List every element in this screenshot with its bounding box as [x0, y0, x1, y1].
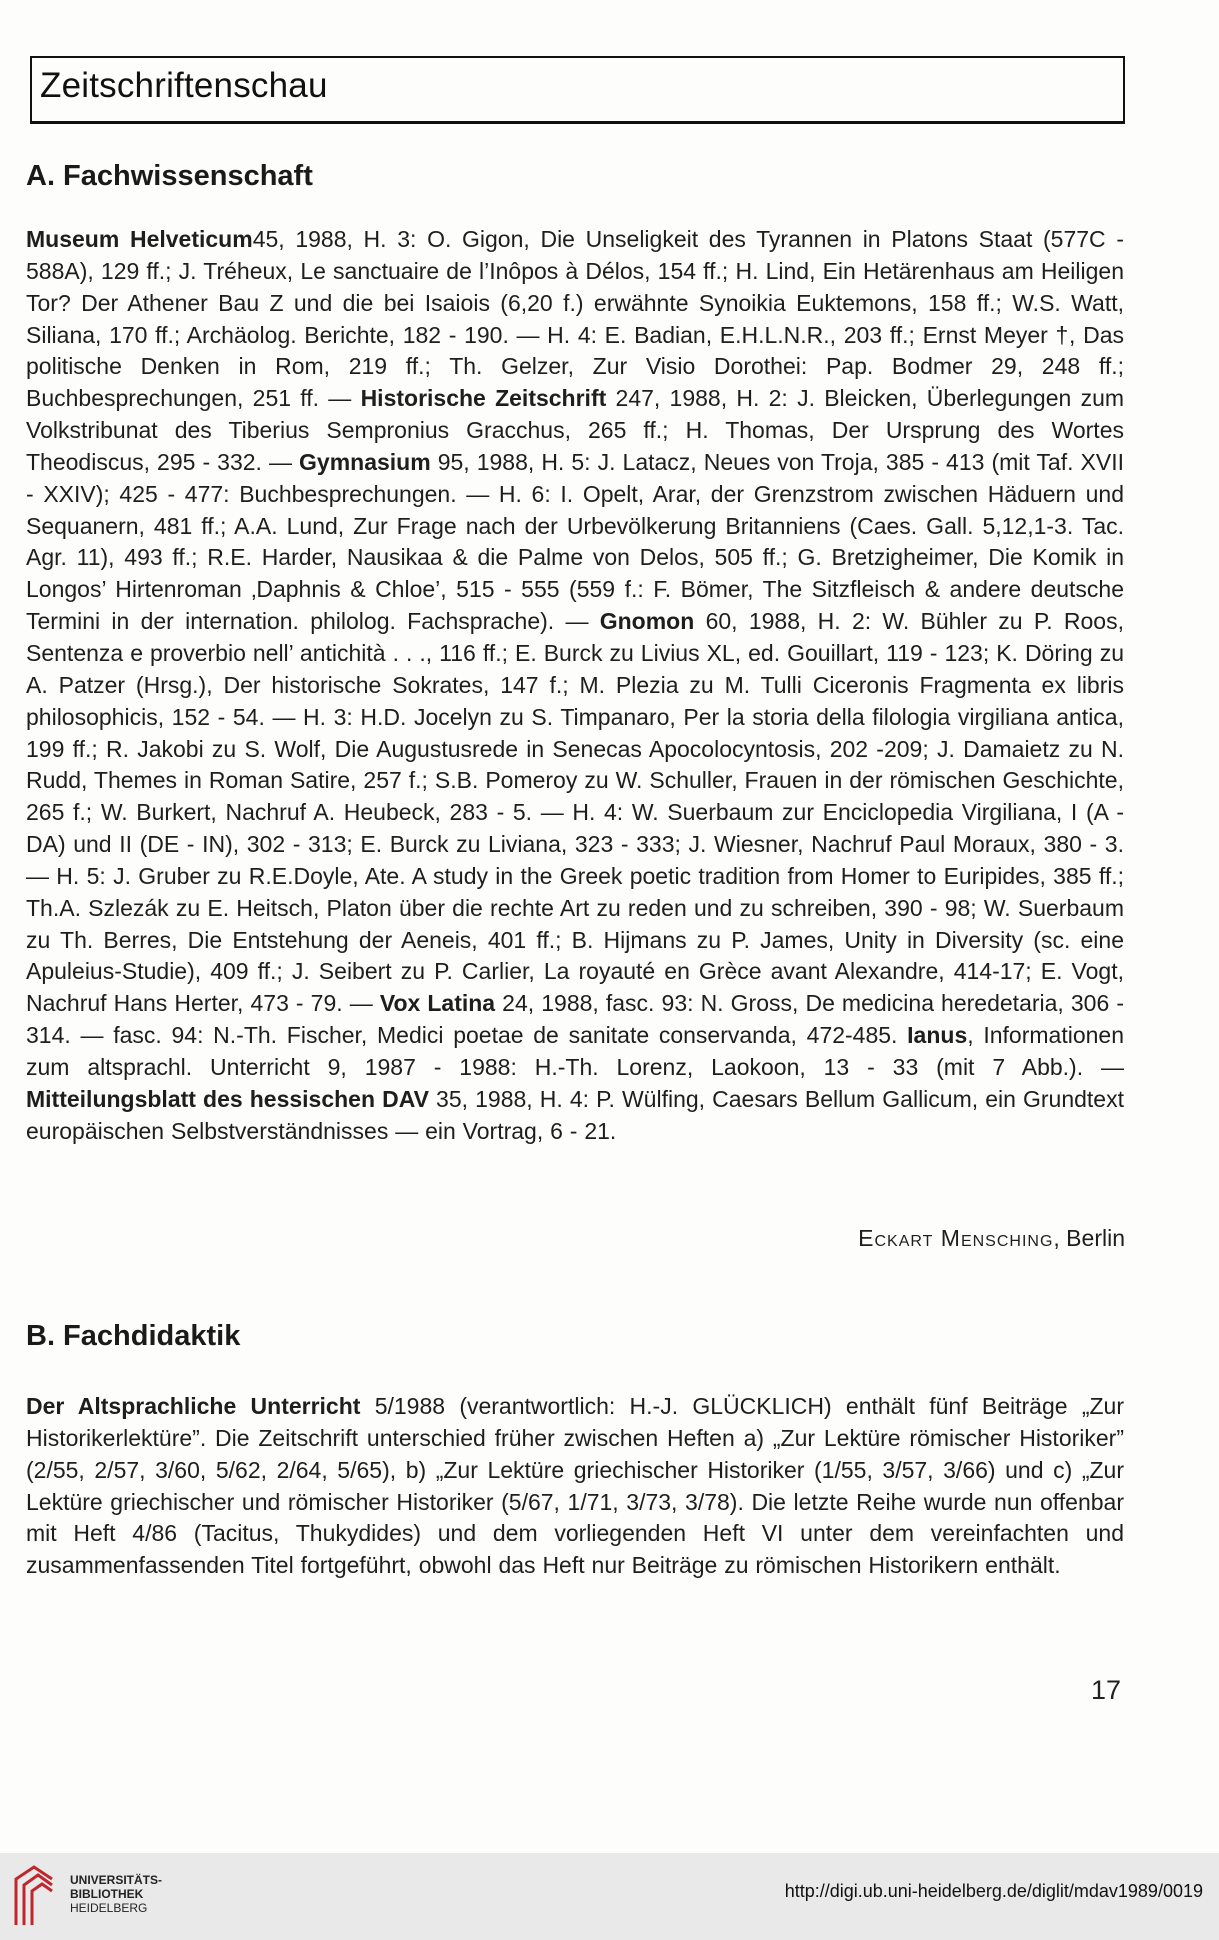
- journal-gymnasium: Gymnasium: [299, 448, 431, 475]
- section-a-text-2: 247, 1988, H. 2: J. Bleicken, Überlegungen zum Volkstribunat des Tiberius Sempronius Gracchus, 265 ff.; H. Thomas, Der Ursprung des Wortes Theodiscus, 295 - 332. —: [26, 385, 1125, 475]
- section-b-body: 5/1988 (verantwortlich: H.-J. GLÜCKLICH) enthält fünf Beiträge „Zur Historikerlektüre”. Die Zeitschrift unterschied früher zwischen Heften a) „Zur Lektüre römischer Historiker” (2/55, 2/57, 3/60, 5/62, 2/64, 5/65), b) „Zur Lektüre griechischer Historiker (1/55, 3/57, 3/66) und c) „Zur Lektüre griechischer und römischer Historiker (5/67, 1/71, 3/73, 3/78). Die letzte Reihe wurde nun offenbar mit Heft 4/86 (Tacitus, Thukydides) und dem vorliegenden Heft VI unter dem vereinfachten und zusammenfassenden Titel fortgeführt, obwohl das Heft nur Beiträge zu römischen Historikern enthält.: [26, 1393, 1124, 1579]
- library-logo-text: [70, 1873, 162, 1915]
- section-b-text: [26, 1391, 1124, 1582]
- section-a-heading: A. Fachwissenschaft: [26, 160, 313, 192]
- logo-line-1: UNIVERSITÄTS-: [70, 1873, 163, 1887]
- section-a-text-4: 60, 1988, H. 2: W. Bühler zu P. Roos, Sentenza e proverbio nell’ antichità . . ., 116 ff.; E. Burck zu Livius XL, ed. Gouillart, 119 - 123; K. Döring zu A. Patzer (Hrsg.), Der historische Sokrates, 147 f.; M. Plezia zu M. Tulli Ciceronis Fragmenta ex libris philosophicis, 152 - 54. — H. 3: H.D. Jocelyn zu S. Timpanaro, Per la storia della filologia virgiliana antica, 199 ff.; R. Jakobi zu S. Wolf, Die Augustusrede in Senecas Apocolocyntosis, 202 -209; J. Damaietz zu N. Rudd, Themes in Roman Satire, 257 f.; S.B. Pomeroy zu W. Schuller, Frauen in der römischen Geschichte, 265 f.; W. Burkert, Nachruf A. Heubeck, 283 - 5. — H. 4: W. Suerbaum zur Enciclopedia Virgiliana, I (A - DA) und II (DE - IN), 302 - 313; E. Burck zu Liviana, 323 - 333; J. Wiesner, Nachruf Paul Moraux, 380 - 3. — H. 5: J. Gruber zu R.E.Doyle, Ate. A study in the Greek poetic tradition from Homer to Euripides, 385 ff.; Th.A. Szlezák zu E. Heitsch, Platon über die rechte Art zu reden und zu schreiben, 390 - 98; W. Suerbaum zu Th. Berres, Die Entstehung der Aeneis, 401 ff.; B. Hijmans zu P. James, Unity in Diversity (sc. eine Apuleius-Studie), 409 ff.; J. Seibert zu P. Carlier, La royauté en Grèce avant Alexandre, 414-17; E. Vogt, Nachruf Hans Herter, 473 - 79. —: [26, 608, 1124, 1017]
- section-a-text: [26, 224, 1124, 1147]
- author-place: , Berlin: [1053, 1225, 1125, 1251]
- journal-mitteilungsblatt: Mitteilungsblatt des hessischen DAV: [26, 1085, 429, 1112]
- section-a-text-5: 24, 1988, fasc. 93: N. Gross, De medicina heredetaria, 306 - 314. — fasc. 94: N.-Th. Fischer, Medici poetae de sanitate conservanda, 472-485.: [26, 990, 1124, 1049]
- section-b-heading: B. Fachdidaktik: [26, 1320, 241, 1352]
- journal-vox-latina: Vox Latina: [379, 990, 496, 1017]
- journal-ianus: Ianus: [907, 1022, 968, 1049]
- journal-gnomon: Gnomon: [599, 608, 695, 635]
- page-title: Zeitschriftenschau: [40, 66, 328, 105]
- journal-historische-zeitschrift: Historische Zeitschrift: [360, 385, 607, 412]
- page-number: 17: [1091, 1675, 1122, 1705]
- section-a-text-1: 45, 1988, H. 3: O. Gigon, Die Unseligkeit des Tyrannen in Platons Staat (577C - 588A), 129 ff.; J. Tréheux, Le sanctuaire de l’Inôpos à Délos, 154 ff.; H. Lind, Ein Hetärenhaus am Heiligen Tor? Der Athener Bau Z und die bei Isaiois (6,20 f.) erwähnte Synoikia Euktemons, 158 ff.; W.S. Watt, Siliana, 170 ff.; Archäolog. Berichte, 182 - 190. — H. 4: E. Badian, E.H.L.N.R., 203 ff.; Ernst Meyer †, Das politische Denken in Rom, 219 ff.; Th. Gelzer, Zur Visio Dorothei: Pap. Bodmer 29, 248 ff.; Buchbesprechungen, 251 ff. —: [26, 226, 1124, 412]
- section-a-text-7: 35, 1988, H. 4: P. Wülfing, Caesars Bellum Gallicum, ein Grundtext europäischen Selbstverständnisses — ein Vortrag, 6 - 21.: [26, 1085, 1124, 1144]
- logo-line-2: BIBLIOTHEK: [70, 1887, 144, 1901]
- logo-line-3: HEIDELBERG: [70, 1901, 148, 1915]
- section-a-text-3: 95, 1988, H. 5: J. Latacz, Neues von Troja, 385 - 413 (mit Taf. XVII - XXIV); 425 - 477: Buchbesprechungen. — H. 6: I. Opelt, Arar, der Grenzstrom zwischen Häduern und Sequanern, 481 ff.; A.A. Lund, Zur Frage nach der Urbevölkerung Britanniens (Caes. Gall. 5,12,1-3. Tac. Agr. 11), 493 ff.; R.E. Harder, Nausikaa & die Palme von Delos, 505 ff.; G. Bretzigheimer, Die Komik in Longos’ Hirtenroman ‚Daphnis & Chloe’, 515 - 555 (559 f.: F. Bömer, The Sitzfleisch & andere deutsche Termini in der internation. philolog. Fachsprache). —: [26, 448, 1124, 635]
- journal-museum-helveticum: Museum Helveticum: [26, 226, 253, 252]
- author-name: Eckart Mensching: [858, 1225, 1054, 1251]
- journal-altsprachliche-unterricht: Der Altsprachliche Unterricht: [26, 1393, 361, 1419]
- author-signature: [858, 1225, 1125, 1252]
- section-a-text-6: , Informationen zum altsprachl. Unterricht 9, 1987 - 1988: H.-Th. Lorenz, Laokoon, 13 - 33 (mit 7 Abb.). —: [26, 1022, 1124, 1080]
- source-url-link[interactable]: http://digi.ub.uni-heidelberg.de/diglit/mdav1989/0019: [784, 1881, 1203, 1901]
- library-logo-icon: [10, 1863, 60, 1927]
- footer-bar: [0, 1853, 1219, 1940]
